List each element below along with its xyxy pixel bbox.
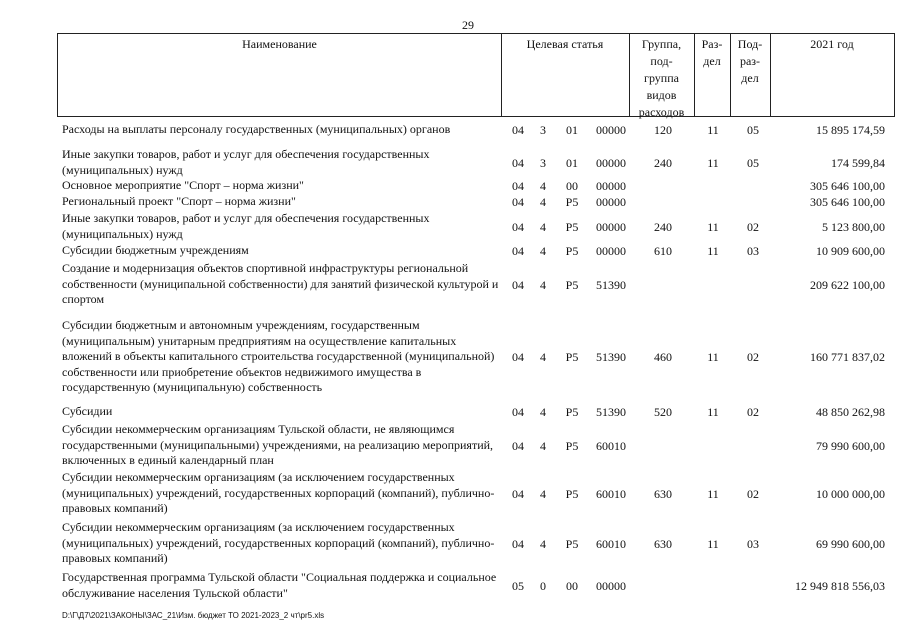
cell-sub: 02	[747, 220, 759, 234]
cell-amount: 12 949 818 556,03	[795, 579, 885, 593]
cell-c4: 00000	[596, 244, 626, 258]
row-name: Иные закупки товаров, работ и услуг для обеспечения государственных (муниципальных) нужд	[62, 211, 430, 241]
cell-c1: 04	[512, 156, 524, 170]
cell-c1: 04	[512, 537, 524, 551]
cell-group: 610	[654, 244, 672, 258]
cell-c1: 04	[512, 220, 524, 234]
cell-c4: 00000	[596, 156, 626, 170]
cell-c3: P5	[565, 278, 579, 292]
cell-c3: P5	[565, 405, 579, 419]
cell-amount: 305 646 100,00	[810, 179, 885, 193]
cell-c2: 4	[540, 278, 546, 292]
cell-c4: 51390	[596, 278, 626, 292]
cell-amount: 160 771 837,02	[810, 350, 885, 364]
cell-c4: 51390	[596, 350, 626, 364]
row-name: Создание и модернизация объектов спортивной инфраструктуры региональной собственности (муниципальной собственности) для занятий физической культурой и спортом	[62, 261, 499, 306]
cell-c4: 60010	[596, 537, 626, 551]
row-name: Субсидии бюджетным учреждениям	[62, 243, 249, 257]
cell-c4: 00000	[596, 195, 626, 209]
file-path-footer: D:\Г\Д7\2021\ЗАКОНЫ\ЗАС_21\Изм. бюджет ТО 2021-2023_2 чт\pr5.xls	[62, 611, 325, 620]
cell-section: 11	[707, 405, 719, 419]
row-name: Региональный проект "Спорт – норма жизни"	[62, 194, 296, 208]
cell-amount: 69 990 600,00	[816, 537, 885, 551]
cell-c3: P5	[565, 350, 579, 364]
page-number: 29	[462, 18, 474, 32]
cell-c3: P5	[565, 244, 579, 258]
row-name: Государственная программа Тульской области "Социальная поддержка и социальное обслуживание населения Тульской области"	[62, 570, 497, 600]
cell-sub: 03	[747, 537, 759, 551]
cell-sub: 05	[747, 156, 759, 170]
cell-c1: 04	[512, 487, 524, 501]
cell-c3: 01	[566, 123, 578, 137]
header-subsection: Под- раз- дел	[737, 37, 763, 85]
cell-c1: 05	[512, 579, 524, 593]
cell-c2: 3	[540, 156, 546, 170]
cell-c2: 4	[540, 350, 546, 364]
cell-c2: 4	[540, 405, 546, 419]
header-year: 2021 год	[810, 37, 854, 51]
row-name: Субсидии некоммерческим организациям (за исключением государственных (муниципальных) учреждений, государственных корпораций (компаний), публично-правовых компаний)	[62, 470, 495, 515]
cell-c3: P5	[565, 487, 579, 501]
cell-c2: 4	[540, 439, 546, 453]
cell-sub: 02	[747, 405, 759, 419]
table-header	[57, 33, 895, 117]
cell-c2: 0	[540, 579, 546, 593]
cell-group: 520	[654, 405, 672, 419]
cell-amount: 209 622 100,00	[810, 278, 885, 292]
cell-amount: 48 850 262,98	[816, 405, 885, 419]
row-name: Субсидии бюджетным и автономным учреждениям, государственным (муниципальным) унитарным предприятиям на осуществление капитальных вложений в объекты капитального строительства государственной (муниципальной) собственности или приобретение объектов недвижимого имущества в государственную (муниципальную) собственность	[62, 318, 495, 394]
cell-group: 460	[654, 350, 672, 364]
cell-c3: P5	[565, 220, 579, 234]
cell-c3: P5	[565, 439, 579, 453]
header-group: Группа, под- группа видов расходов	[638, 37, 685, 119]
cell-amount: 15 895 174,59	[816, 123, 885, 137]
cell-c1: 04	[512, 278, 524, 292]
cell-c1: 04	[512, 179, 524, 193]
row-name: Расходы на выплаты персоналу государственных (муниципальных) органов	[62, 122, 451, 136]
header-target-article: Целевая статья	[526, 37, 604, 51]
cell-c3: 00	[566, 579, 578, 593]
cell-c2: 3	[540, 123, 546, 137]
cell-section: 11	[707, 156, 719, 170]
cell-group: 240	[654, 156, 672, 170]
cell-c1: 04	[512, 195, 524, 209]
cell-section: 11	[707, 350, 719, 364]
cell-c3: P5	[565, 537, 579, 551]
cell-c4: 60010	[596, 487, 626, 501]
cell-group: 240	[654, 220, 672, 234]
cell-c1: 04	[512, 405, 524, 419]
cell-c4: 00000	[596, 220, 626, 234]
cell-group: 630	[654, 487, 672, 501]
cell-amount: 5 123 800,00	[822, 220, 885, 234]
cell-c3: 00	[566, 179, 578, 193]
row-name: Субсидии некоммерческим организациям Тульской области, не являющимся государственными (муниципальными) учреждениями, на реализацию мероприятий, включенных в единый календарный план	[62, 422, 494, 467]
cell-c4: 60010	[596, 439, 626, 453]
cell-amount: 10 909 600,00	[816, 244, 885, 258]
cell-section: 11	[707, 537, 719, 551]
cell-c2: 4	[540, 244, 546, 258]
cell-c1: 04	[512, 244, 524, 258]
cell-c3: P5	[565, 195, 579, 209]
cell-sub: 03	[747, 244, 759, 258]
cell-section: 11	[707, 123, 719, 137]
cell-c1: 04	[512, 123, 524, 137]
row-name: Субсидии некоммерческим организациям (за исключением государственных (муниципальных) учреждений, государственных корпораций (компаний), публично-правовых компаний)	[62, 520, 495, 565]
cell-section: 11	[707, 220, 719, 234]
cell-c2: 4	[540, 195, 546, 209]
cell-c2: 4	[540, 537, 546, 551]
cell-c2: 4	[540, 220, 546, 234]
cell-section: 11	[707, 244, 719, 258]
cell-sub: 05	[747, 123, 759, 137]
cell-c4: 00000	[596, 179, 626, 193]
cell-sub: 02	[747, 487, 759, 501]
cell-c2: 4	[540, 487, 546, 501]
header-section: Раз- дел	[701, 37, 723, 68]
cell-c4: 00000	[596, 579, 626, 593]
cell-group: 120	[654, 123, 672, 137]
row-name: Основное мероприятие "Спорт – норма жизни"	[62, 178, 304, 192]
cell-amount: 305 646 100,00	[810, 195, 885, 209]
cell-amount: 79 990 600,00	[816, 439, 885, 453]
cell-amount: 10 000 000,00	[816, 487, 885, 501]
cell-group: 630	[654, 537, 672, 551]
cell-c3: 01	[566, 156, 578, 170]
cell-c1: 04	[512, 350, 524, 364]
cell-c4: 00000	[596, 123, 626, 137]
cell-amount: 174 599,84	[831, 156, 885, 170]
cell-c2: 4	[540, 179, 546, 193]
cell-section: 11	[707, 487, 719, 501]
header-name: Наименование	[242, 37, 317, 51]
cell-c1: 04	[512, 439, 524, 453]
cell-c4: 51390	[596, 405, 626, 419]
row-name: Иные закупки товаров, работ и услуг для обеспечения государственных (муниципальных) нужд	[62, 147, 430, 177]
cell-sub: 02	[747, 350, 759, 364]
row-name: Субсидии	[62, 404, 113, 418]
